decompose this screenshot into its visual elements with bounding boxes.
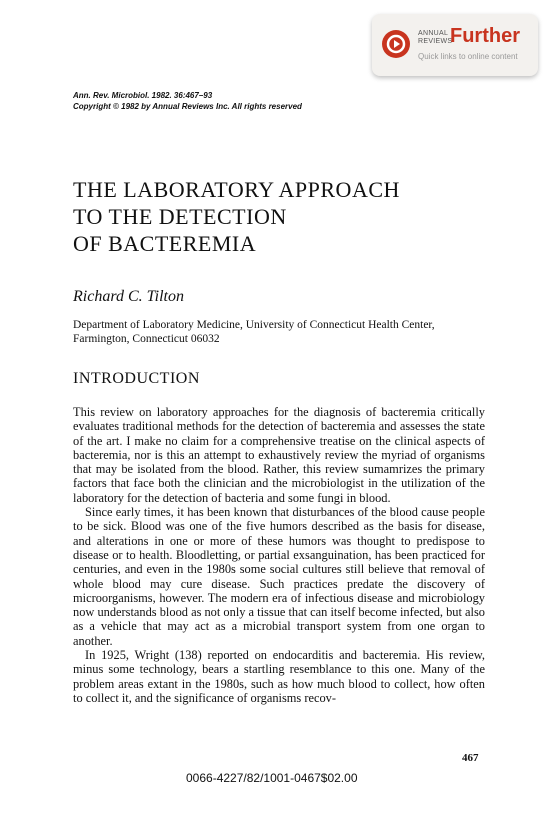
further-badge[interactable] bbox=[372, 14, 538, 76]
article-code: 0066-4227/82/1001-0467$02.00 bbox=[186, 771, 358, 785]
article-title bbox=[73, 176, 400, 257]
citation bbox=[73, 90, 302, 112]
section-heading: INTRODUCTION bbox=[73, 370, 200, 387]
affiliation-line-2: Farmington, Connecticut 06032 bbox=[73, 333, 220, 345]
paragraph: Since early times, it has been known that disturbances of the blood cause people to be sick. Blood was one of the five humors described as the basis for disease, and alterations in one or more of these humors was thought to predispose to disease or to health. Bloodletting, or partial exsanguination, has been practiced for centuries, and even in the 1980s some social cultures still believe that removal of whole blood may cure disease. Such practices predate the discovery of microorganisms, however. The modern era of infectious disease and microbiology now understands blood as not only a tissue that can itself become infected, but also as a vehicle that may act as a microbial transport system from one organ to another. bbox=[73, 505, 485, 648]
title-line-1: THE LABORATORY APPROACH bbox=[73, 177, 400, 202]
badge-annual-reviews: ANNUAL REVIEWS bbox=[418, 30, 453, 45]
affiliation bbox=[73, 318, 435, 346]
page-number: 467 bbox=[462, 752, 479, 764]
title-line-3: OF BACTEREMIA bbox=[73, 231, 257, 256]
badge-subtitle: Quick links to online content bbox=[418, 52, 518, 61]
badge-further-label: Further bbox=[450, 25, 520, 47]
play-icon bbox=[382, 30, 410, 58]
paragraph: This review on laboratory approaches for the diagnosis of bacteremia critically evaluates traditional methods for the detection of bacteremia and assesses the state of the art. I make no claim for a comprehensive treatise on the clinical aspects of bacteremia, nor is this an attempt to exhaustively review the myriad of organisms that may be isolated from the blood. Rather, this review sumamrizes the primary factors that face both the clinician and the microbiologist in the utilization of the laboratory for the detection of bacteria and some fungi in blood. bbox=[73, 405, 485, 505]
title-line-2: TO THE DETECTION bbox=[73, 204, 287, 229]
affiliation-line-1: Department of Laboratory Medicine, University of Connecticut Health Center, bbox=[73, 319, 435, 331]
body-text bbox=[73, 405, 485, 705]
author-name: Richard C. Tilton bbox=[73, 288, 184, 305]
paragraph: In 1925, Wright (138) reported on endocarditis and bacteremia. His review, minus some technology, bears a startling resemblance to this one. Many of the problem areas extant in the 1980s, such as how much blood to collect, how often to collect it, and the significance of organisms recov- bbox=[73, 648, 485, 705]
citation-copyright: Copyright © 1982 by Annual Reviews Inc. All rights reserved bbox=[73, 102, 302, 111]
citation-journal: Ann. Rev. Microbiol. 1982. 36:467–93 bbox=[73, 91, 213, 100]
